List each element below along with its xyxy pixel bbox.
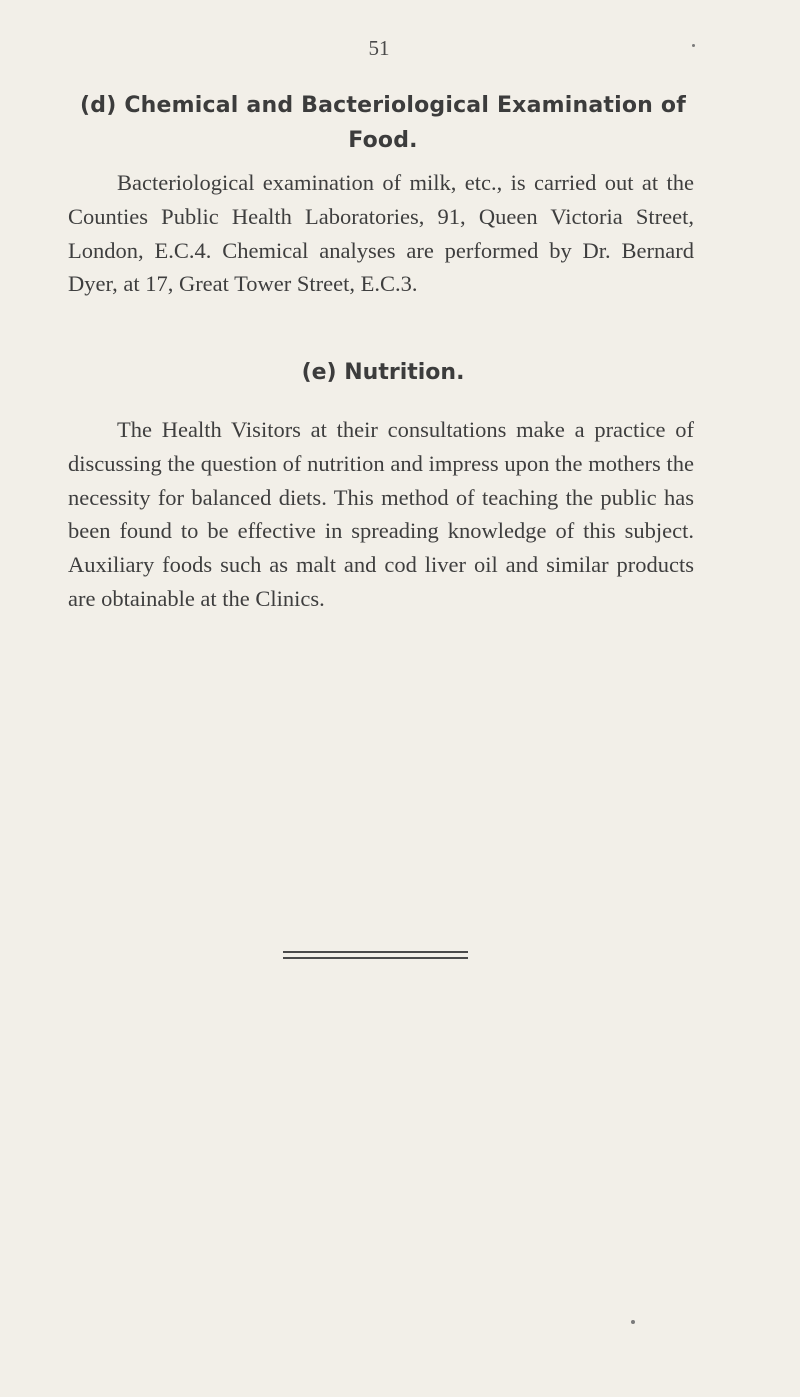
- paper-speck: [631, 1320, 635, 1324]
- section-d-heading: (d) Chemical and Bacteriological Examination of Food.: [80, 93, 686, 153]
- page-number: 51: [368, 36, 390, 60]
- paper-speck: [692, 44, 695, 47]
- section-e-heading: (e) Nutrition.: [301, 360, 465, 385]
- section-d-paragraph: Bacteriological examination of milk, etc., is carried out at the Counties Public Health Laboratories, 91, Queen Victoria Street, London, E.C.4. Chemical analyses are performed by Dr. Bernard Dyer, at 17, Great Tower Street, E.C.3.: [68, 170, 694, 297]
- section-e-paragraph: The Health Visitors at their consultations make a practice of discussing the question of nutrition and impress upon the mothers the necessity for balanced diets. This method of teaching the public has been found to be effective in spreading knowledge of this subject. Auxiliary foods such as malt and cod liver oil and similar products are obtainable at the Clinics.: [68, 417, 694, 611]
- end-rule-bottom: [283, 957, 468, 959]
- end-rule-top: [283, 951, 468, 953]
